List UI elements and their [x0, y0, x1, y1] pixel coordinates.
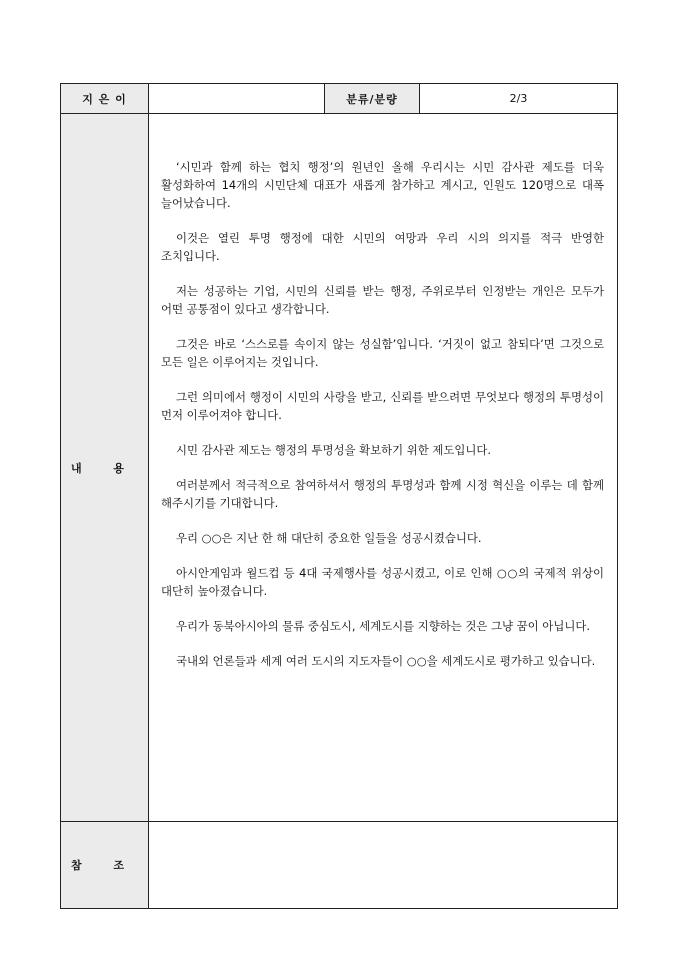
content-paragraph-3: 저는 성공하는 기업, 시민의 신뢰를 받는 행정, 주위로부터 인정받는 개인은 모두가 어떤 공통점이 있다고 생각합니다.: [161, 284, 604, 316]
reference-label: 참 조: [61, 822, 149, 909]
content-label: 내 용: [61, 114, 149, 822]
author-label: 지 은 이: [61, 84, 149, 114]
category-value: 2/3: [420, 84, 618, 114]
author-value: [149, 84, 325, 114]
content-paragraph-10: 우리가 동북아시아의 물류 중심도시, 세계도시를 지향하는 것은 그냥 꿈이 아닙니다.: [176, 619, 590, 633]
content-paragraph-1: ‘시민과 함께 하는 협치 행정’의 원년인 올해 우리시는 시민 감사관 제도를 더욱 활성화하여 14개의 시민단체 대표가 새롭게 참가하고 계시고, 인원도 120명으로 대폭 늘어났습니다.: [161, 160, 604, 210]
content-paragraph-11: 국내외 언론들과 세계 여러 도시의 지도자들이 ○○을 세계도시로 평가하고 있습니다.: [176, 654, 596, 668]
content-paragraph-8: 우리 ○○은 지난 한 해 대단히 중요한 일들을 성공시켰습니다.: [176, 531, 482, 545]
content-paragraph-9: 아시안게임과 월드컵 등 4대 국제행사를 성공시켰고, 이로 인해 ○○의 국제적 위상이 대단히 높아졌습니다.: [161, 566, 604, 598]
content-paragraph-5: 그런 의미에서 행정이 시민의 사랑을 받고, 신뢰를 받으려면 무엇보다 행정의 투명성이 먼저 이루어져야 합니다.: [161, 390, 604, 422]
content-body: [149, 114, 618, 822]
content-paragraph-4: 그것은 바로 ‘스스로를 속이지 않는 성실함’입니다. ‘거짓이 없고 참되다’면 그것으로 모든 일은 이루어지는 것입니다.: [161, 337, 604, 369]
category-label: 분류/분량: [325, 84, 420, 114]
content-paragraph-2: 이것은 열린 투명 행정에 대한 시민의 여망과 우리 시의 의지를 적극 반영한 조치입니다.: [161, 231, 604, 263]
document-form-table: [60, 83, 618, 909]
reference-value: [149, 822, 618, 909]
content-paragraph-6: 시민 감사관 제도는 행정의 투명성을 확보하기 위한 제도입니다.: [176, 443, 492, 457]
reference-row: [61, 822, 618, 909]
header-row: [61, 84, 618, 114]
content-paragraph-7: 여러분께서 적극적으로 참여하셔서 행정의 투명성과 함께 시정 혁신을 이루는 데 함께 해주시기를 기대합니다.: [161, 478, 604, 510]
content-row: [61, 114, 618, 822]
